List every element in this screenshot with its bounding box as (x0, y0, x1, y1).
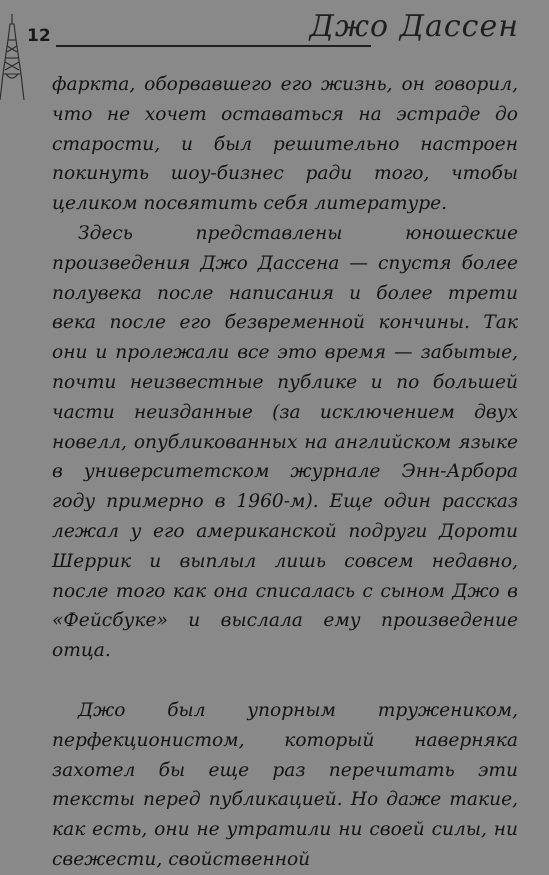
header-rule (56, 45, 371, 47)
body-text (52, 70, 518, 875)
page-header (0, 0, 549, 56)
eiffel-tower-icon (0, 12, 24, 102)
page-number: 12 (27, 26, 51, 46)
running-head: Джо Дассен (309, 9, 519, 44)
paragraph-continued: фаркта, оборвавшего его жизнь, он говорил, что не хочет оставаться на эстраде до старости, и был решительно настроен покинуть шоу-бизнес ради того, чтобы целиком посвятить себя литературе. (52, 74, 518, 215)
paragraph: Здесь представлены юношеские произведения Джо Дассена — спустя более полувека после написания и более трети века после его безвременной кончины. Так они и пролежали все это время — забытые, почти неизвестные публике и по большей части неизданные (за исключением двух новелл, опубликованных на английском языке в университетском журнале Энн-Арбора году примерно в 1960-м). Еще один рассказ лежал у его американской подруги Дороти Шеррик и выплыл лишь совсем недавно, после того как она списалась с сыном Джо в «Фейсбуке» и выслала ему произведение отца. (52, 222, 518, 662)
paragraph: Джо был упорным тружеником, перфекционистом, который наверняка захотел бы еще раз перечитать эти тексты перед публикацией. Но даже такие, как есть, они не утратили ни своей силы, ни свежести, свойственной (52, 699, 518, 870)
